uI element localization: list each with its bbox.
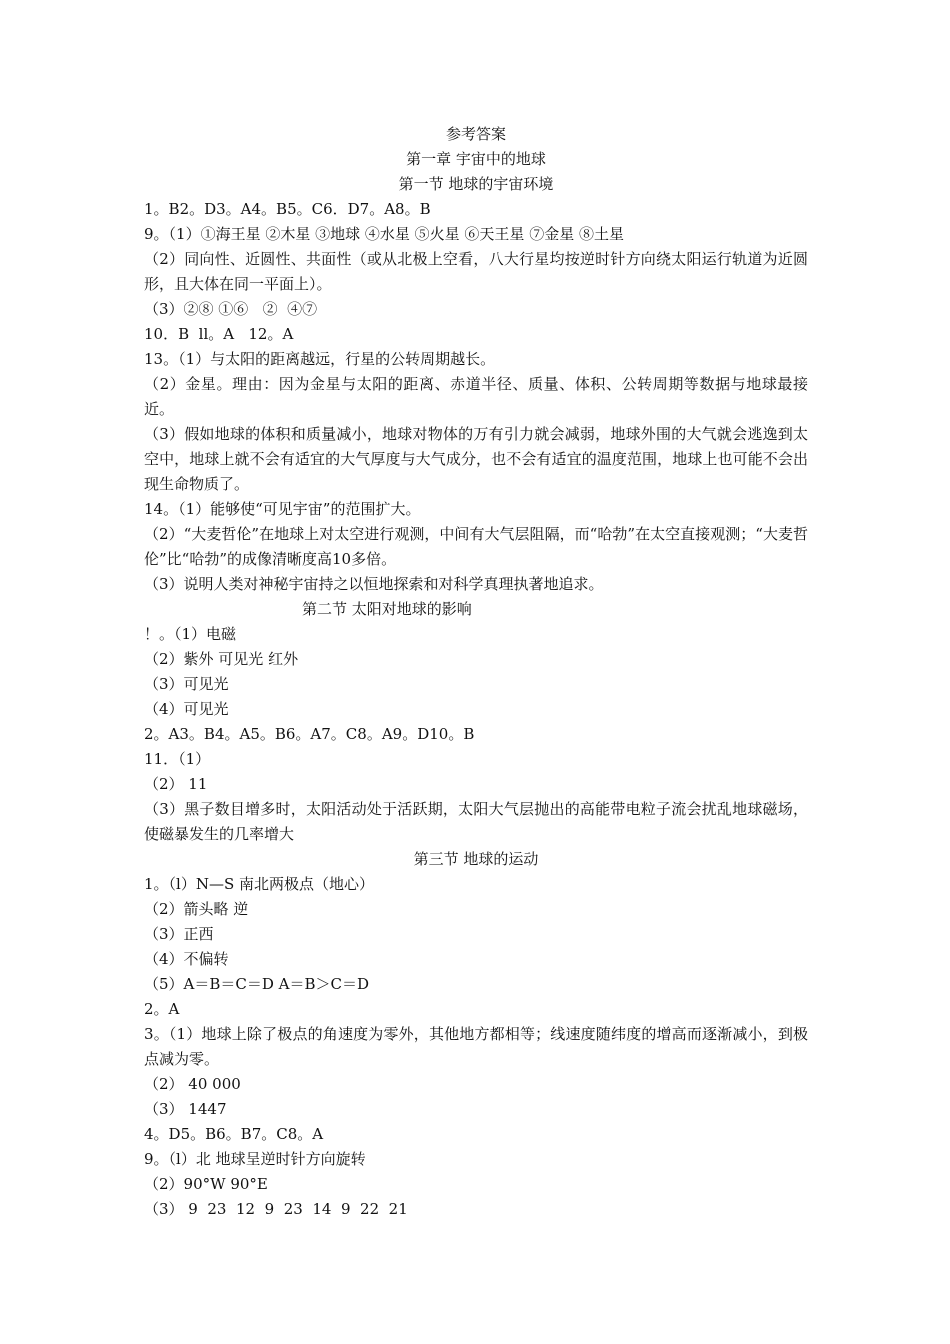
answer-line: 4。D5。B6。B7。C8。A — [144, 1125, 324, 1143]
section-heading: 第二节 太阳对地球的影响 — [302, 600, 472, 618]
answer-line: （3）正西 — [144, 925, 214, 943]
answer-line: （5）A＝B＝C＝D A＝B＞C＝D — [144, 975, 370, 993]
answer-line: （3） 9 23 12 9 23 14 9 22 21 — [144, 1200, 408, 1218]
answer-line: 10．B ll。A 12。A — [144, 325, 294, 343]
answer-line: （2）紫外 可见光 红外 — [144, 650, 299, 668]
answer-line: 1。（l）N—S 南北两极点（地心） — [144, 875, 375, 893]
answer-line: （2）90°W 90°E — [144, 1175, 268, 1193]
answer-line: （2） 40 000 — [144, 1075, 241, 1093]
answer-paragraph: （2）“大麦哲伦”在地球上对太空进行观测，中间有大气层阻隔，而“哈勃”在太空直接观测；“大麦哲伦”比“哈勃”的成像清晰度高10多倍。 — [144, 525, 808, 568]
answer-line: （3）说明人类对神秘宇宙持之以恒地探索和对科学真理执著地追求。 — [144, 575, 604, 593]
answer-line: （2） 11 — [144, 775, 208, 793]
answer-line: 9。（l）北 地球呈逆时针方向旋转 — [144, 1150, 366, 1168]
answer-line: （3） 1447 — [144, 1100, 227, 1118]
answer-line: 1。B2。D3。A4。B5。C6．D7。A8。B — [144, 200, 431, 218]
answer-paragraph: （3）假如地球的体积和质量减小，地球对物体的万有引力就会减弱，地球外围的大气就会逃逸到太空中，地球上就不会有适宜的大气厚度与大气成分，也不会有适宜的温度范围，地球上也可能不会出现生命物质了。 — [144, 425, 808, 493]
answer-line: （4）可见光 — [144, 700, 229, 718]
answer-line: 11．（1） — [144, 750, 211, 768]
document-title: 参考答案 — [445, 125, 506, 143]
answer-paragraph: （2）金星。理由：因为金星与太阳的距离、赤道半径、质量、体积、公转周期等数据与地球最接近。 — [144, 375, 808, 418]
answer-line: （3）可见光 — [144, 675, 229, 693]
section-heading: 第一节 地球的宇宙环境 — [398, 175, 554, 193]
answer-paragraph: （3）黑子数目增多时，太阳活动处于活跃期，太阳大气层抛出的高能带电粒子流会扰乱地球磁场，使磁暴发生的几率增大 — [144, 800, 808, 843]
answer-line: 9。（1）①海王星 ②木星 ③地球 ④水星 ⑤火星 ⑥天王星 ⑦金星 ⑧土星 — [144, 225, 624, 243]
section-heading: 第三节 地球的运动 — [413, 850, 539, 868]
chapter-heading: 第一章 宇宙中的地球 — [406, 150, 546, 168]
answer-line: 14。（1）能够使“可见宇宙”的范围扩大。 — [144, 500, 421, 518]
answer-line: 2。A — [144, 1000, 180, 1018]
answer-line: （4）不偏转 — [144, 950, 229, 968]
answer-paragraph: （2）同向性、近圆性、共面性（或从北极上空看，八大行星均按逆时针方向绕太阳运行轨道为近圆形，且大体在同一平面上）。 — [144, 250, 808, 293]
answer-line: 13。（1）与太阳的距离越远，行星的公转周期越长。 — [144, 350, 496, 368]
answer-line: （3）②⑧ ①⑥ ② ④⑦ — [144, 300, 318, 318]
answer-line: 2。A3。B4。A5。B6。A7。C8。A9。D10。B — [144, 725, 475, 743]
answer-line: ！。（1）电磁 — [144, 625, 237, 643]
answer-line: （2）箭头略 逆 — [144, 900, 249, 918]
answer-paragraph: 3。（1）地球上除了极点的角速度为零外，其他地方都相等；线速度随纬度的增高而逐渐减小，到极点减为零。 — [144, 1025, 808, 1068]
document-body — [144, 122, 808, 1222]
